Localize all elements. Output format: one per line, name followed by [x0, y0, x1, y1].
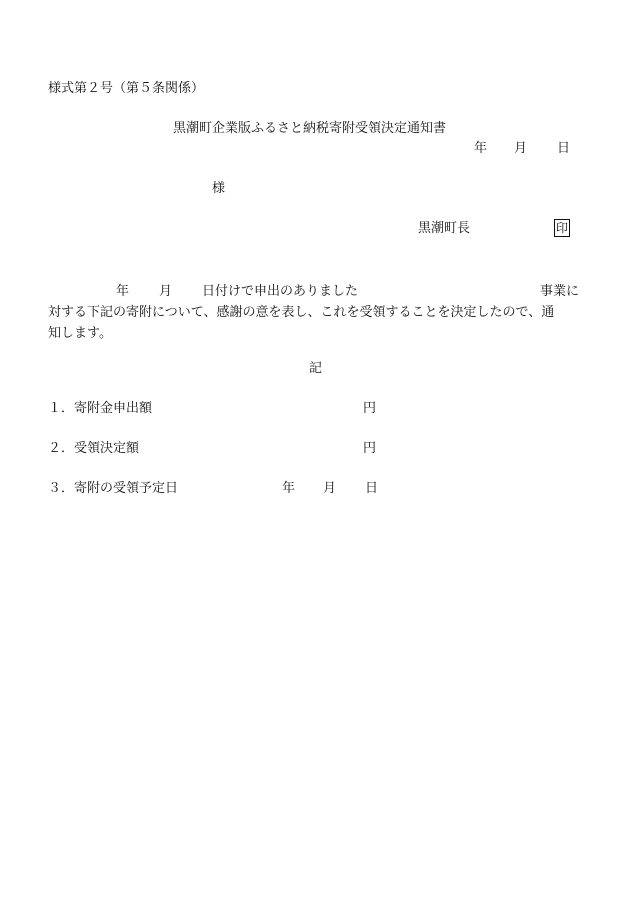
body-line-2-text: 対する下記の寄附について、感謝の意を表し、これを受領することを決定したので、通	[48, 305, 555, 320]
form-number: 様式第２号（第５条関係）	[48, 81, 205, 96]
item-donation-amount-unit: 円	[363, 401, 377, 416]
body-project-suffix: 事業に	[540, 284, 580, 299]
sender-name: 黒潮町長	[418, 221, 471, 236]
date-month-label: 月	[514, 141, 528, 156]
item-accepted-amount-unit: 円	[363, 441, 377, 456]
body-paragraph	[48, 281, 588, 344]
item-receipt-date-label: ３．寄附の受領予定日	[48, 481, 179, 496]
body-line-3	[48, 323, 588, 344]
date-day-label: 日	[557, 141, 571, 156]
body-year-label: 年	[116, 284, 130, 299]
body-line-1	[48, 281, 588, 302]
body-month-label: 月	[159, 284, 173, 299]
ki-heading: 記	[309, 361, 323, 376]
body-date-suffix: 日付けで申出のありました	[202, 284, 359, 299]
item-receipt-day: 日	[365, 481, 379, 496]
item-donation-amount-label: １．寄附金申出額	[48, 401, 153, 416]
document-title: 黒潮町企業版ふるさと納税寄附受領決定通知書	[173, 121, 447, 136]
item-accepted-amount-label: ２．受領決定額	[48, 441, 140, 456]
date-year-label: 年	[474, 141, 488, 156]
addressee-suffix: 様	[212, 181, 226, 196]
seal-mark: 印	[555, 221, 568, 235]
body-line-3-text: 知します。	[48, 326, 112, 341]
item-receipt-year: 年	[282, 481, 296, 496]
body-line-2	[48, 302, 588, 323]
item-receipt-month: 月	[323, 481, 337, 496]
